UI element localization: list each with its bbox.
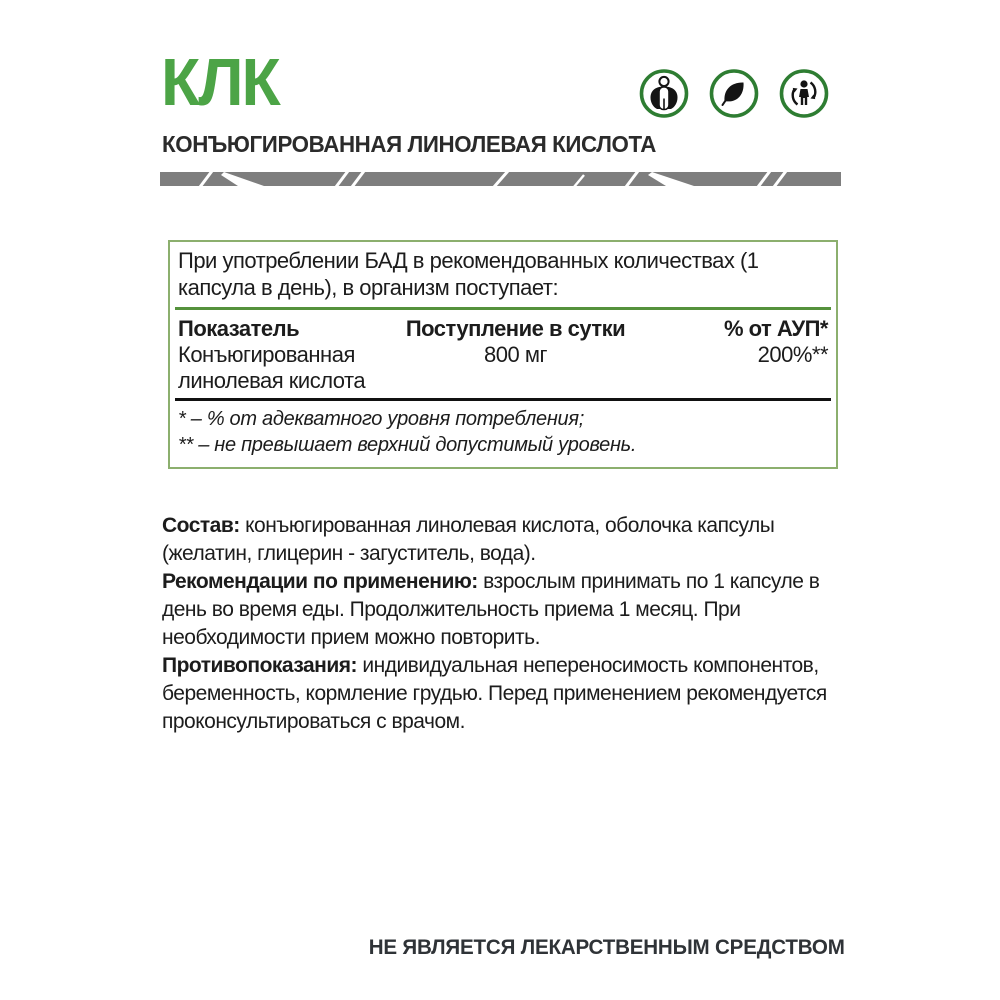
leaf-icon — [708, 67, 760, 120]
recommendations-text: взрослым принимать по 1 капсуле в день во время еды. Продолжительность приема 1 месяц. При необходимости прием можно повторить. — [162, 570, 820, 649]
header-daily-intake: Поступление в сутки — [405, 316, 626, 341]
recommendations-paragraph — [162, 568, 854, 652]
footnote-1: * – % от адекватного уровня потребления; — [178, 408, 584, 430]
dosage-table-header — [170, 310, 836, 342]
brand-subtitle: КОНЪЮГИРОВАННАЯ ЛИНОЛЕВАЯ КИСЛОТА — [162, 131, 657, 157]
weight-loss-icon — [638, 67, 690, 120]
brand-title: КЛК — [161, 45, 279, 120]
row-amount: 800 мг — [484, 342, 547, 367]
composition-text: конъюгированная линолевая кислота, оболочка капсулы (желатин, глицерин - загуститель, вода). — [162, 514, 775, 565]
contraindications-text: индивидуальная непереносимость компонентов, беременность, кормление грудью. Перед применением рекомендуется проконсультироваться с врачом. — [162, 654, 827, 733]
dosage-intro: При употреблении БАД в рекомендованных количествах (1 капсула в день), в организм поступает: — [178, 248, 759, 300]
metabolism-icon — [778, 67, 830, 120]
row-ingredient-name: Конъюгированная линолевая кислота — [178, 342, 366, 393]
footnote-2: ** – не превышает верхний допустимый уровень. — [178, 434, 637, 456]
dosage-footnotes — [170, 401, 836, 467]
header-indicator: Показатель — [178, 316, 300, 341]
composition-paragraph — [162, 512, 854, 568]
composition-label: Состав: — [162, 514, 240, 537]
feature-icons — [638, 67, 830, 120]
not-a-medicine-disclaimer: НЕ ЯВЛЯЕТСЯ ЛЕКАРСТВЕННЫМ СРЕДСТВОМ — [369, 936, 845, 959]
header-percent-aup: % от АУП* — [723, 316, 828, 341]
contraindications-label: Противопоказания: — [162, 654, 358, 677]
contraindications-paragraph — [162, 652, 854, 736]
info-section — [162, 512, 854, 736]
dosage-table-row — [170, 342, 836, 397]
dosage-box — [168, 240, 838, 469]
row-percent: 200%** — [757, 342, 828, 367]
decorative-bar — [160, 172, 841, 191]
recommendations-label: Рекомендации по применению: — [162, 570, 478, 593]
